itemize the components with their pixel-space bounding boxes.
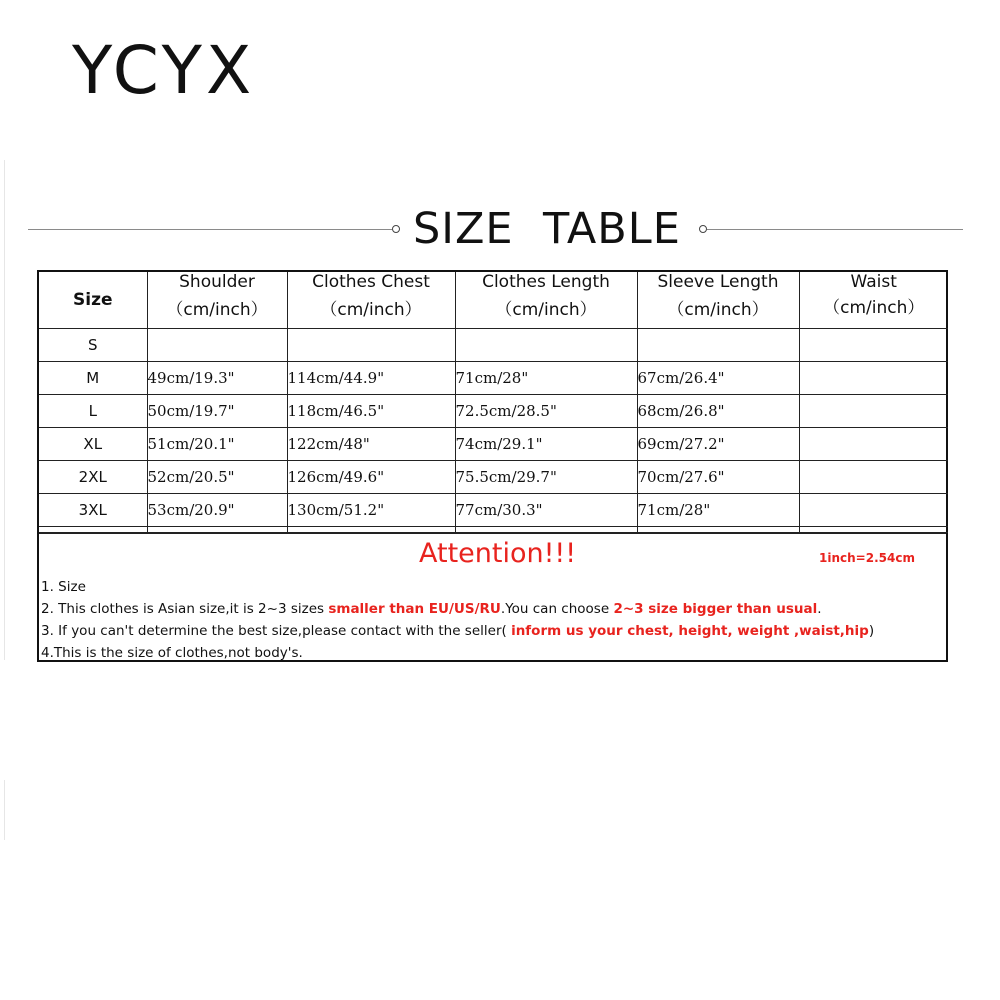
chest-cell: 122cm/48" [287, 427, 455, 460]
table-row [39, 460, 948, 493]
table-row [39, 493, 948, 526]
header-unit: （cm/inch） [495, 300, 597, 320]
shoulder-cell: 50cm/19.7" [147, 394, 287, 427]
waist-cell [799, 427, 948, 460]
note-2-highlight-2: 2~3 size bigger than usual [613, 600, 818, 617]
size-table-title [28, 200, 963, 260]
sleeve-cell [637, 328, 799, 361]
chest-cell: 130cm/51.2" [287, 493, 455, 526]
waist-cell [799, 328, 948, 361]
length-cell: 71cm/28" [455, 361, 637, 394]
header-sleeve [637, 272, 799, 328]
header-unit: （cm/inch） [667, 300, 769, 320]
note-2-text-end: . [817, 600, 822, 617]
header-shoulder [147, 272, 287, 328]
length-cell [455, 328, 637, 361]
shoulder-cell: 53cm/20.9" [147, 493, 287, 526]
length-cell: 75.5cm/29.7" [455, 460, 637, 493]
sleeve-cell: 67cm/26.4" [637, 361, 799, 394]
size-chart [37, 270, 948, 662]
waist-cell [799, 460, 948, 493]
header-unit: （cm/inch） [320, 300, 422, 320]
spacer-cell [799, 526, 948, 532]
spacer-cell [147, 526, 287, 532]
sleeve-cell: 71cm/28" [637, 493, 799, 526]
title-rule-left [28, 229, 392, 230]
note-3-highlight: inform us your chest, height, weight ,waist,hip [511, 622, 869, 639]
shoulder-cell: 49cm/19.3" [147, 361, 287, 394]
header-length [455, 272, 637, 328]
size-cell: 3XL [39, 493, 147, 526]
header-waist [799, 272, 948, 328]
note-4: 4.This is the size of clothes,not body's. [41, 644, 303, 661]
header-shoulder-label: Shoulder [179, 272, 255, 292]
table-spacer-row [39, 526, 948, 532]
note-2-highlight: smaller than EU/US/RU [328, 600, 501, 617]
title-rule-right [707, 229, 963, 230]
shoulder-cell: 51cm/20.1" [147, 427, 287, 460]
unit-conversion-note: 1inch=2.54cm [819, 550, 915, 565]
note-2-text-mid: .You can choose [500, 600, 614, 617]
waist-cell [799, 394, 948, 427]
header-waist-label: Waist [850, 272, 897, 292]
header-size: Size [39, 272, 147, 328]
size-cell: S [39, 328, 147, 361]
left-edge-mark [4, 160, 5, 660]
spacer-cell [287, 526, 455, 532]
header-unit: （cm/inch） [166, 300, 268, 320]
note-2 [41, 601, 822, 617]
header-chest [287, 272, 455, 328]
table-header-row [39, 272, 948, 328]
size-table [39, 272, 948, 533]
size-cell: L [39, 394, 147, 427]
length-cell: 74cm/29.1" [455, 427, 637, 460]
sleeve-cell: 68cm/26.8" [637, 394, 799, 427]
spacer-cell [637, 526, 799, 532]
note-3-text-end: ) [868, 622, 875, 639]
brand-logo: YCYX [72, 32, 256, 109]
table-row [39, 394, 948, 427]
chest-cell: 114cm/44.9" [287, 361, 455, 394]
shoulder-cell [147, 328, 287, 361]
left-edge-mark-lower [4, 780, 5, 840]
size-cell: M [39, 361, 147, 394]
header-chest-label: Clothes Chest [312, 272, 430, 292]
header-unit: （cm/inch） [823, 298, 925, 318]
header-length-label: Clothes Length [482, 272, 610, 292]
spacer-cell [455, 526, 637, 532]
chest-cell: 118cm/46.5" [287, 394, 455, 427]
title-dot-left [392, 225, 400, 233]
table-row [39, 328, 948, 361]
note-2-text: 2. This clothes is Asian size,it is 2~3 sizes [41, 600, 329, 617]
header-sleeve-label: Sleeve Length [657, 272, 779, 292]
length-cell: 77cm/30.3" [455, 493, 637, 526]
page-title: SIZE TABLE [413, 204, 681, 254]
length-cell: 72.5cm/28.5" [455, 394, 637, 427]
size-cell: XL [39, 427, 147, 460]
sleeve-cell: 70cm/27.6" [637, 460, 799, 493]
note-3 [41, 623, 874, 639]
attention-section [39, 533, 946, 662]
waist-cell [799, 493, 948, 526]
chest-cell: 126cm/49.6" [287, 460, 455, 493]
chest-cell [287, 328, 455, 361]
table-row [39, 361, 948, 394]
shoulder-cell: 52cm/20.5" [147, 460, 287, 493]
waist-cell [799, 361, 948, 394]
spacer-cell [39, 526, 147, 532]
table-row [39, 427, 948, 460]
attention-heading: Attention!!! [419, 537, 577, 569]
size-cell: 2XL [39, 460, 147, 493]
title-dot-right [699, 225, 707, 233]
note-3-text: 3. If you can't determine the best size,please contact with the seller( [41, 622, 512, 639]
sleeve-cell: 69cm/27.2" [637, 427, 799, 460]
note-1: 1. Size [41, 578, 86, 595]
